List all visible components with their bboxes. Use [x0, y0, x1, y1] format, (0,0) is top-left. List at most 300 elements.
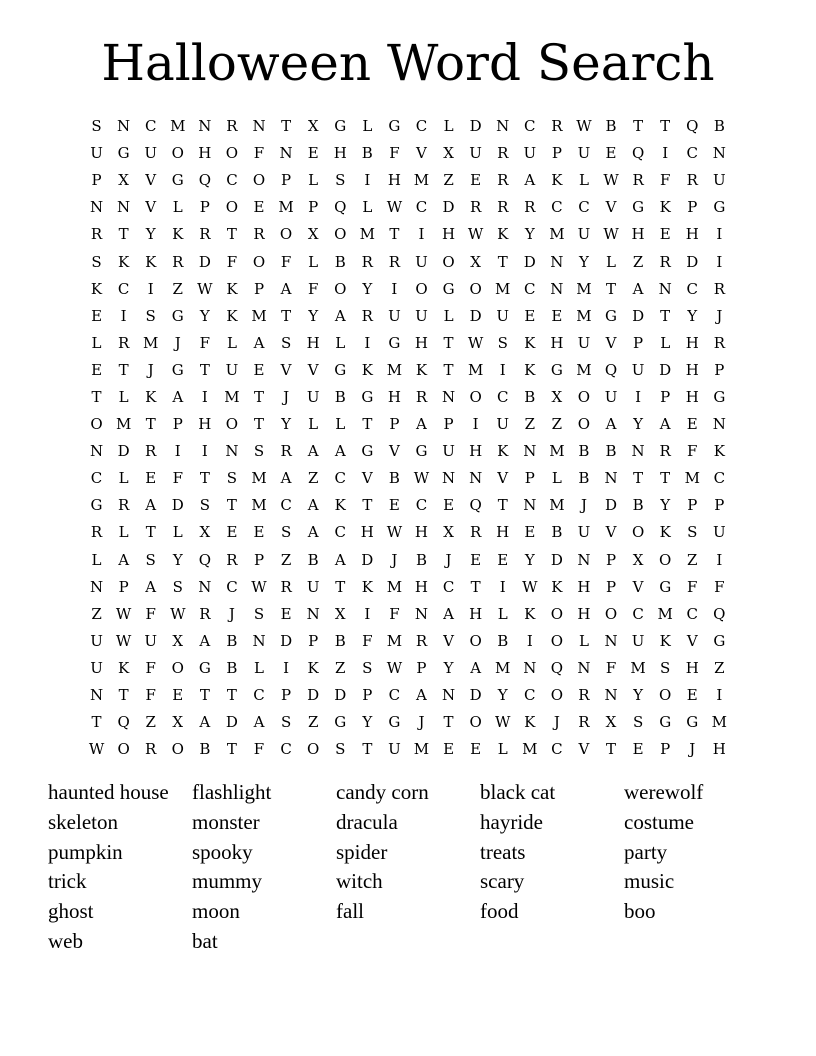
grid-letter: K [226, 279, 238, 298]
grid-letter: U [90, 144, 103, 163]
grid-letter: N [604, 631, 618, 650]
grid-letter: I [472, 415, 479, 434]
grid-letter: U [306, 387, 320, 406]
grid-letter: E [524, 306, 536, 325]
grid-letter: Y [172, 550, 183, 569]
grid-letter: G [171, 306, 184, 325]
grid-row [83, 655, 733, 682]
grid-row [83, 384, 733, 411]
grid-letter: H [685, 658, 699, 677]
grid-letter: N [89, 442, 104, 461]
grid-letter: A [334, 306, 346, 325]
grid-letter: Y [633, 686, 644, 705]
grid-letter: B [388, 469, 400, 488]
grid-letter: A [145, 496, 157, 515]
grid-letter: D [605, 496, 618, 515]
grid-letter: E [686, 686, 698, 705]
grid-row [83, 276, 733, 303]
grid-letter: C [686, 144, 698, 163]
grid-letter: B [226, 631, 238, 650]
grid-letter: F [145, 686, 156, 705]
grid-letter: A [659, 415, 671, 434]
grid-letter: K [307, 658, 319, 677]
grid-letter: Z [307, 469, 319, 488]
grid-letter: L [497, 604, 508, 623]
grid-letter: R [713, 333, 725, 352]
grid-letter: N [550, 279, 564, 298]
grid-letter: R [415, 387, 428, 406]
grid-letter: N [631, 442, 645, 461]
grid-letter: O [171, 144, 184, 163]
grid-letter: D [334, 686, 347, 705]
grid-letter: A [253, 713, 265, 732]
grid-letter: B [334, 387, 346, 406]
grid-letter: U [442, 442, 455, 461]
grid-letter: Z [145, 713, 156, 732]
grid-letter: I [526, 631, 533, 650]
grid-letter: F [253, 144, 265, 163]
grid-letter: O [604, 604, 618, 623]
grid-letter: K [551, 577, 563, 596]
grid-letter: N [523, 496, 537, 515]
grid-letter: H [198, 415, 212, 434]
grid-letter: W [603, 171, 619, 190]
grid-letter: V [632, 577, 644, 596]
grid-letter: Y [660, 496, 671, 515]
grid-letter: X [172, 631, 184, 650]
grid-letter: L [172, 198, 183, 217]
grid-letter: W [170, 604, 186, 623]
grid-letter: T [389, 225, 400, 244]
grid-letter: T [633, 469, 644, 488]
grid-letter: J [147, 360, 154, 379]
grid-letter: K [90, 279, 103, 298]
grid-letter: V [280, 360, 292, 379]
grid-letter: V [388, 442, 400, 461]
grid-letter: W [197, 279, 213, 298]
grid-letter: H [631, 225, 645, 244]
grid-letter: O [469, 387, 482, 406]
grid-letter: M [711, 713, 728, 732]
grid-letter: O [171, 740, 184, 759]
grid-letter: L [335, 415, 346, 434]
grid-letter: G [361, 387, 374, 406]
grid-letter: Y [633, 415, 644, 434]
grid-letter: A [172, 387, 184, 406]
grid-letter: C [686, 279, 698, 298]
grid-letter: M [413, 171, 430, 190]
grid-letter: X [443, 523, 454, 542]
grid-letter: P [605, 577, 617, 596]
grid-letter: M [549, 225, 565, 244]
grid-letter: N [577, 658, 591, 677]
grid-letter: T [91, 387, 102, 406]
grid-letter: K [118, 252, 130, 271]
word-list [48, 778, 768, 957]
grid-row [83, 167, 733, 194]
grid-letter: R [226, 117, 238, 136]
grid-letter: O [415, 279, 428, 298]
grid-letter: Q [631, 144, 645, 163]
grid-letter: P [660, 387, 671, 406]
grid-letter: G [659, 713, 672, 732]
grid-letter: O [659, 550, 672, 569]
grid-letter: A [443, 604, 454, 623]
grid-letter: W [88, 740, 105, 759]
grid-letter: B [199, 740, 211, 759]
word-list-item: mummy [192, 869, 263, 894]
grid-letter: L [335, 333, 346, 352]
grid-letter: G [388, 713, 401, 732]
grid-row [83, 601, 733, 628]
grid-letter: F [280, 252, 292, 271]
grid-letter: R [253, 225, 265, 244]
grid-letter: G [334, 713, 347, 732]
grid-letter: M [143, 333, 159, 352]
grid-letter: Q [713, 604, 726, 623]
grid-letter: K [659, 631, 671, 650]
grid-letter: O [659, 686, 672, 705]
grid-row [83, 682, 733, 709]
grid-letter: N [441, 686, 456, 705]
grid-letter: R [361, 252, 373, 271]
grid-letter: E [145, 469, 157, 488]
grid-letter: A [199, 631, 211, 650]
grid-letter: C [334, 523, 346, 542]
grid-letter: J [418, 713, 425, 732]
grid-row [83, 736, 733, 763]
grid-letter: E [497, 550, 509, 569]
grid-letter: O [577, 415, 591, 434]
grid-letter: G [686, 713, 699, 732]
grid-letter: P [443, 415, 454, 434]
grid-letter: Q [686, 117, 699, 136]
grid-letter: W [467, 333, 484, 352]
grid-letter: H [442, 225, 456, 244]
grid-letter: X [470, 252, 481, 271]
grid-letter: Z [172, 279, 183, 298]
grid-letter: H [712, 740, 726, 759]
grid-letter: U [388, 306, 401, 325]
grid-letter: M [224, 387, 240, 406]
grid-letter: V [605, 198, 617, 217]
grid-letter: K [659, 198, 671, 217]
grid-letter: U [577, 333, 591, 352]
grid-letter: K [118, 658, 130, 677]
grid-letter: I [635, 387, 642, 406]
grid-letter: B [361, 144, 373, 163]
grid-letter: P [524, 469, 535, 488]
grid-letter: C [90, 469, 103, 488]
grid-letter: Z [524, 415, 535, 434]
grid-letter: S [145, 550, 156, 569]
word-list-item: witch [336, 869, 383, 894]
grid-letter: P [172, 415, 183, 434]
grid-letter: U [144, 144, 158, 163]
grid-row [83, 221, 733, 248]
grid-letter: L [118, 469, 129, 488]
grid-letter: O [469, 713, 482, 732]
grid-row [83, 194, 733, 221]
grid-letter: I [364, 604, 371, 623]
grid-letter: N [441, 387, 456, 406]
grid-letter: W [386, 523, 403, 542]
grid-letter: Y [308, 306, 319, 325]
grid-letter: F [714, 577, 725, 596]
grid-letter: L [254, 658, 264, 677]
grid-letter: T [145, 523, 156, 542]
grid-letter: W [115, 631, 132, 650]
grid-letter: C [144, 117, 157, 136]
grid-letter: R [388, 252, 401, 271]
grid-letter: X [307, 117, 319, 136]
grid-letter: R [659, 442, 671, 461]
grid-letter: K [145, 387, 157, 406]
grid-row [83, 438, 733, 465]
grid-letter: I [716, 686, 723, 705]
grid-letter: O [279, 225, 293, 244]
grid-letter: V [578, 740, 590, 759]
grid-letter: L [172, 523, 183, 542]
grid-letter: M [522, 740, 538, 759]
grid-letter: C [578, 198, 590, 217]
grid-letter: H [414, 577, 429, 596]
grid-letter: N [117, 117, 131, 136]
grid-letter: W [576, 117, 592, 136]
grid-letter: L [308, 252, 319, 271]
grid-letter: S [632, 713, 644, 732]
grid-letter: L [660, 333, 671, 352]
grid-letter: F [226, 252, 238, 271]
grid-letter: H [387, 387, 401, 406]
grid-row [83, 465, 733, 492]
grid-letter: V [497, 469, 509, 488]
grid-letter: M [576, 279, 592, 298]
grid-letter: Z [443, 171, 454, 190]
grid-letter: X [172, 713, 184, 732]
grid-letter: L [91, 550, 102, 569]
word-list-item: scary [480, 869, 525, 894]
grid-letter: E [551, 306, 563, 325]
grid-letter: O [334, 225, 347, 244]
grid-letter: S [253, 442, 265, 461]
grid-letter: R [632, 171, 644, 190]
grid-letter: G [117, 144, 130, 163]
grid-letter: O [307, 740, 320, 759]
word-list-item: black cat [480, 780, 556, 804]
grid-letter: D [659, 360, 672, 379]
grid-letter: A [524, 171, 536, 190]
grid-letter: T [226, 225, 237, 244]
grid-letter: O [550, 686, 564, 705]
grid-letter: M [170, 117, 186, 136]
grid-letter: T [281, 306, 292, 325]
grid-letter: D [523, 252, 536, 271]
grid-letter: R [469, 523, 482, 542]
grid-letter: N [712, 144, 726, 163]
word-list-item: food [480, 899, 519, 924]
grid-letter: E [443, 740, 455, 759]
grid-letter: M [684, 469, 700, 488]
grid-letter: K [524, 333, 536, 352]
grid-letter: K [524, 604, 536, 623]
grid-letter: B [605, 442, 617, 461]
grid-letter: A [605, 415, 617, 434]
grid-letter: B [524, 387, 536, 406]
grid-letter: T [118, 225, 129, 244]
grid-letter: R [578, 686, 590, 705]
grid-letter: C [713, 469, 726, 488]
word-list-item: spider [336, 839, 388, 864]
grid-letter: C [253, 686, 265, 705]
grid-letter: F [605, 658, 617, 677]
grid-letter: K [713, 442, 725, 461]
grid-letter: Y [145, 225, 156, 244]
grid-letter: I [499, 360, 506, 379]
grid-letter: U [713, 171, 726, 190]
grid-letter: S [335, 740, 346, 759]
grid-letter: C [117, 279, 130, 298]
grid-letter: C [686, 604, 698, 623]
grid-letter: V [605, 333, 617, 352]
grid-letter: G [713, 198, 726, 217]
word-list-item: trick [48, 869, 87, 894]
grid-letter: C [632, 604, 644, 623]
grid-letter: J [228, 604, 235, 623]
grid-letter: X [118, 171, 129, 190]
grid-letter: L [606, 252, 616, 271]
grid-letter: K [334, 496, 346, 515]
grid-letter: X [551, 387, 563, 406]
grid-letter: N [604, 686, 618, 705]
grid-letter: U [496, 415, 510, 434]
grid-letter: G [171, 171, 184, 190]
grid-letter: R [497, 198, 509, 217]
grid-letter: N [496, 117, 510, 136]
grid-letter: E [307, 144, 319, 163]
grid-letter: J [689, 740, 696, 759]
grid-letter: R [659, 252, 671, 271]
grid-letter: C [388, 686, 401, 705]
grid-letter: Q [198, 550, 211, 569]
grid-letter: R [145, 442, 157, 461]
grid-letter: M [495, 279, 511, 298]
grid-letter: N [469, 469, 483, 488]
grid-letter: G [713, 387, 726, 406]
grid-letter: K [361, 577, 373, 596]
grid-letter: H [414, 523, 429, 542]
grid-row [83, 303, 733, 330]
grid-letter: I [364, 333, 371, 352]
grid-letter: K [415, 360, 428, 379]
grid-letter: L [443, 306, 454, 325]
grid-letter: P [281, 171, 292, 190]
grid-row [83, 330, 733, 357]
grid-letter: O [90, 415, 103, 434]
grid-letter: R [90, 523, 103, 542]
grid-letter: Y [281, 415, 292, 434]
grid-letter: E [443, 496, 455, 515]
grid-letter: F [362, 631, 373, 650]
grid-row [83, 113, 733, 140]
grid-letter: V [307, 360, 319, 379]
grid-letter: D [280, 631, 293, 650]
word-list-item: boo [624, 899, 656, 924]
grid-letter: O [252, 171, 266, 190]
grid-letter: F [145, 658, 156, 677]
grid-letter: L [497, 740, 508, 759]
grid-letter: G [550, 360, 563, 379]
grid-letter: H [496, 523, 510, 542]
grid-letter: N [225, 442, 239, 461]
grid-letter: C [524, 117, 536, 136]
grid-letter: E [388, 496, 400, 515]
grid-letter: E [253, 523, 265, 542]
grid-letter: P [633, 333, 644, 352]
grid-letter: O [469, 279, 482, 298]
word-list-item: monster [192, 809, 260, 834]
grid-letter: X [632, 550, 644, 569]
grid-letter: M [251, 469, 267, 488]
grid-letter: R [686, 171, 698, 190]
grid-letter: L [578, 631, 589, 650]
grid-letter: Y [362, 279, 373, 298]
grid-letter: U [225, 360, 239, 379]
grid-letter: M [576, 360, 592, 379]
grid-letter: Q [117, 713, 130, 732]
grid-row [83, 709, 733, 736]
grid-letter: T [497, 496, 508, 515]
grid-letter: P [551, 144, 562, 163]
grid-letter: O [225, 144, 239, 163]
grid-letter: M [630, 658, 646, 677]
grid-letter: J [174, 333, 181, 352]
grid-letter: T [470, 577, 481, 596]
grid-letter: W [386, 658, 403, 677]
grid-letter: S [280, 713, 292, 732]
word-list-item: web [48, 928, 83, 953]
grid-letter: B [307, 550, 319, 569]
grid-letter: P [362, 686, 373, 705]
grid-letter: U [631, 631, 645, 650]
grid-letter: T [633, 117, 644, 136]
grid-letter: E [659, 225, 671, 244]
grid-letter: J [716, 306, 723, 325]
grid-letter: U [523, 144, 537, 163]
grid-letter: W [115, 604, 132, 623]
grid-letter: M [386, 631, 403, 650]
grid-letter: I [364, 171, 371, 190]
grid-letter: F [145, 604, 156, 623]
grid-letter: H [414, 333, 429, 352]
grid-letter: S [280, 523, 292, 542]
grid-letter: R [524, 198, 536, 217]
grid-letter: X [605, 713, 617, 732]
grid-letter: K [226, 306, 238, 325]
grid-letter: R [90, 225, 103, 244]
grid-letter: Z [551, 415, 563, 434]
grid-letter: N [89, 198, 104, 217]
grid-letter: Y [497, 686, 508, 705]
grid-letter: E [470, 171, 482, 190]
word-list-item: bat [192, 928, 218, 953]
grid-letter: R [361, 306, 373, 325]
grid-letter: R [713, 279, 725, 298]
grid-letter: F [199, 333, 211, 352]
grid-letter: C [334, 469, 346, 488]
grid-letter: H [306, 333, 320, 352]
grid-letter: T [118, 360, 129, 379]
